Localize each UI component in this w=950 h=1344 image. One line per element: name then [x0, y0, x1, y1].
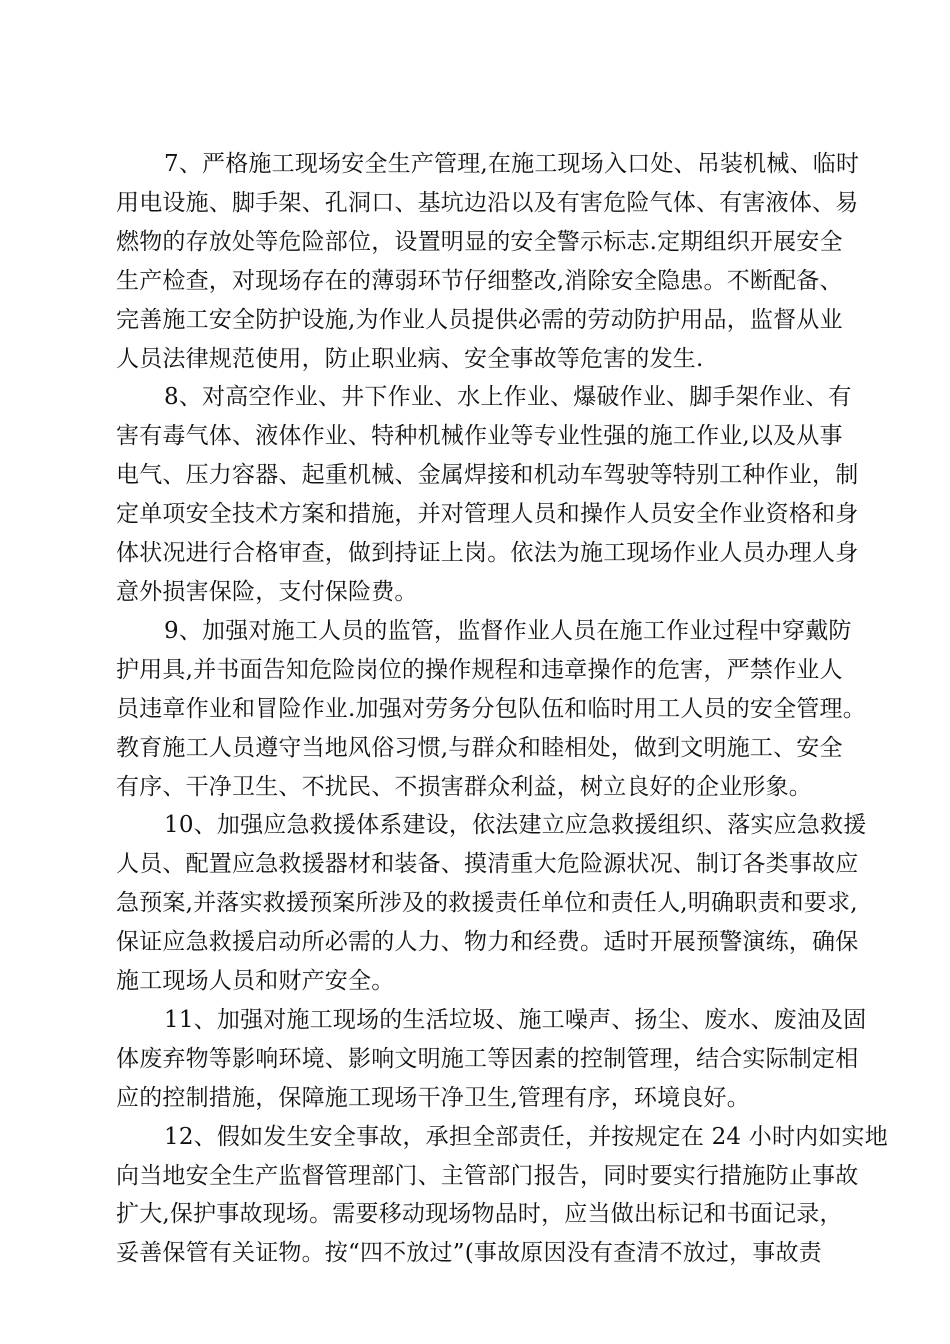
- paragraph-line: 人员法律规范使用，防止职业病、安全事故等危害的发生.: [116, 345, 704, 372]
- paragraph-12: [116, 1118, 888, 1274]
- paragraph-line: 生产检查，对现场存在的薄弱环节仔细整改,消除安全隐患。不断配备、: [116, 267, 843, 294]
- paragraph-line: 害有毒气体、液体作业、特种机械作业等专业性强的施工作业,以及从事: [116, 423, 843, 450]
- paragraph-line: 电气、压力容器、起重机械、金属焊接和机动车驾驶等特别工种作业，制: [116, 462, 859, 489]
- paragraph-line: 妥善保管有关证物。按“四不放过”(事故原因没有查清不放过，事故责: [116, 1240, 822, 1267]
- paragraph-line: 完善施工安全防护设施,为作业人员提供必需的劳动防护用品，监督从业: [116, 306, 843, 333]
- paragraph-line: 保证应急救援启动所必需的人力、物力和经费。适时开展预警演练，确保: [116, 929, 859, 956]
- paragraph-line: 11、加强对施工现场的生活垃圾、施工噪声、扬尘、废水、废油及固: [164, 1006, 867, 1033]
- paragraph-line: 用电设施、脚手架、孔洞口、基坑边沿以及有害危险气体、有害液体、易: [116, 189, 859, 216]
- paragraph-line: 意外损害保险，支付保险费。: [116, 578, 418, 605]
- paragraph-line: 护用具,并书面告知危险岗位的操作规程和违章操作的危害，严禁作业人: [116, 656, 843, 683]
- paragraph-line: 有序、干净卫生、不扰民、不损害群众利益，树立良好的企业形象。: [116, 773, 812, 800]
- paragraph-line: 施工现场人员和财产安全。: [116, 968, 395, 995]
- paragraph-8: [116, 378, 859, 611]
- paragraph-line: 员违章作业和冒险作业.加强对劳务分包队伍和临时用工人员的安全管理。: [116, 695, 866, 722]
- paragraph-line: 体废弃物等影响环境、影响文明施工等因素的控制管理，结合实际制定相: [116, 1045, 859, 1072]
- paragraph-line: 教育施工人员遵守当地风俗习惯,与群众和睦相处，做到文明施工、安全: [116, 734, 843, 761]
- paragraph-line: 人员、配置应急救援器材和装备、摸清重大危险源状况、制订各类事故应: [116, 851, 859, 878]
- paragraph-line: 10、加强应急救援体系建设，依法建立应急救援组织、落实应急救援: [164, 812, 867, 839]
- paragraph-9: [116, 612, 866, 807]
- paragraph-line: 向当地安全生产监督管理部门、主管部门报告，同时要实行措施防止事故: [116, 1162, 859, 1189]
- document-body: [116, 145, 888, 1273]
- paragraph-7: [116, 145, 860, 378]
- paragraph-line: 体状况进行合格审查，做到持证上岗。依法为施工现场作业人员办理人身: [116, 540, 859, 567]
- paragraph-line: 12、假如发生安全事故，承担全部责任，并按规定在 24 小时内如实地: [164, 1123, 888, 1150]
- paragraph-10: [116, 806, 867, 1001]
- paragraph-line: 9、加强对施工人员的监管，监督作业人员在施工作业过程中穿戴防: [164, 617, 852, 644]
- paragraph-line: 扩大,保护事故现场。需要移动现场物品时，应当做出标记和书面记录，: [116, 1201, 843, 1228]
- paragraph-11: [116, 1001, 867, 1118]
- paragraph-line: 定单项安全技术方案和措施，并对管理人员和操作人员安全作业资格和身: [116, 501, 859, 528]
- paragraph-line: 应的控制措施，保障施工现场干净卫生,管理有序，环境良好。: [116, 1084, 750, 1111]
- paragraph-line: 急预案,并落实救援预案所涉及的救援责任单位和责任人,明确职责和要求,: [116, 890, 858, 917]
- paragraph-line: 燃物的存放处等危险部位，设置明显的安全警示标志.定期组织开展安全: [116, 228, 843, 255]
- paragraph-line: 7、严格施工现场安全生产管理,在施工现场入口处、吊装机械、临时: [164, 151, 860, 177]
- paragraph-line: 8、对高空作业、井下作业、水上作业、爆破作业、脚手架作业、有: [164, 384, 852, 411]
